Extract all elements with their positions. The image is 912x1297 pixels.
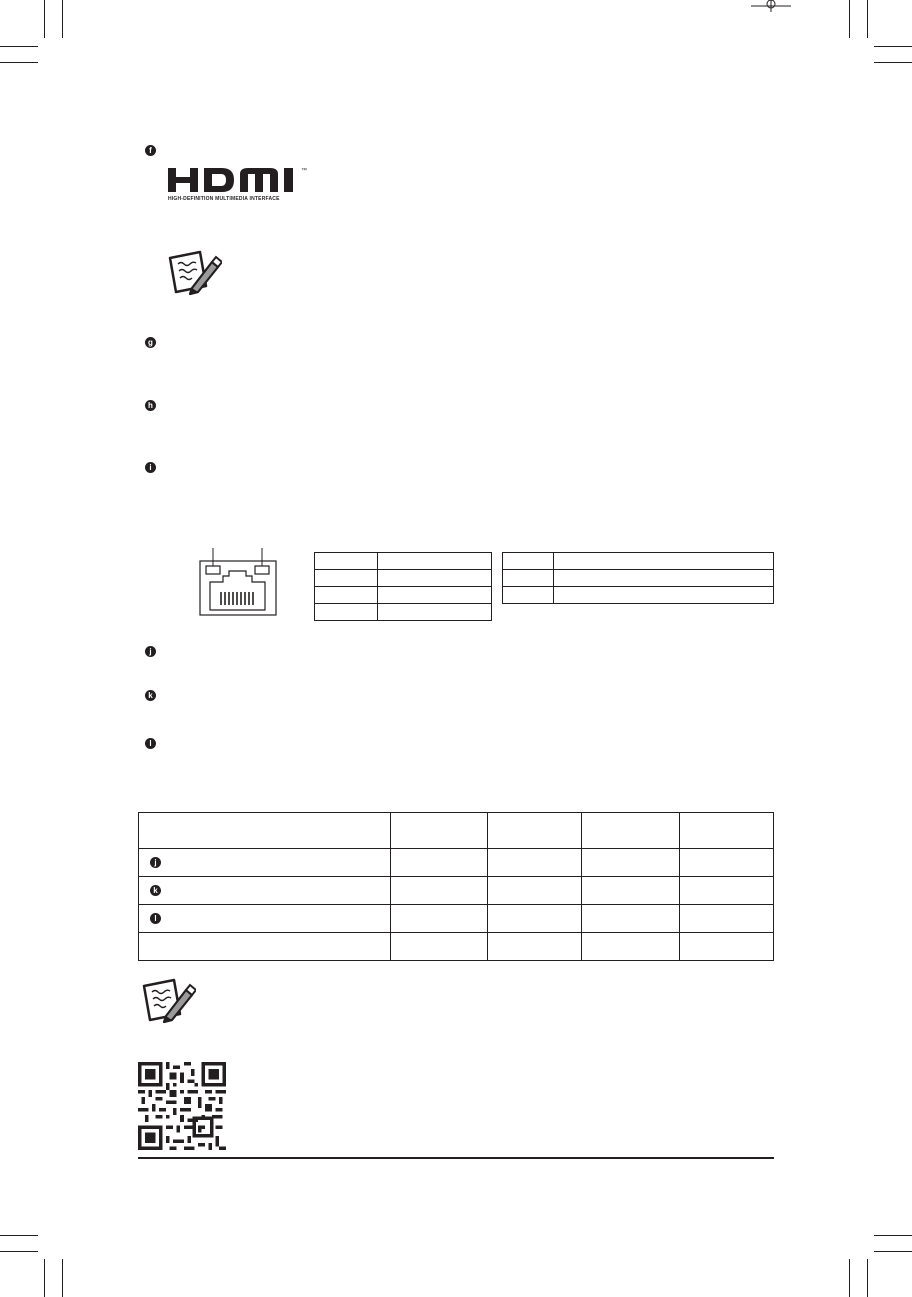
crop-mark	[867, 1259, 868, 1297]
table-bullet-k: k	[150, 885, 161, 896]
qr-code-icon[interactable]	[138, 1062, 226, 1150]
crop-mark	[874, 62, 912, 63]
audio-config-table	[138, 812, 774, 961]
table-bullet-j: j	[150, 857, 161, 868]
hdmi-tagline: HIGH-DEFINITION MULTIMEDIA INTERFACE	[168, 196, 280, 202]
crop-mark	[874, 46, 912, 47]
table-row	[315, 553, 492, 570]
bullet-l: l	[145, 738, 156, 749]
crop-mark	[849, 0, 850, 38]
table-row	[139, 905, 774, 933]
note-pencil-icon	[166, 248, 222, 296]
table-row	[503, 587, 774, 604]
crop-mark	[44, 0, 45, 38]
crop-mark	[62, 1259, 63, 1297]
table-bullet-l: l	[150, 913, 161, 924]
table-row	[315, 604, 492, 621]
crop-mark	[849, 1259, 850, 1297]
led-table-left	[314, 552, 492, 621]
hdmi-logo	[168, 168, 313, 204]
table-row	[503, 570, 774, 587]
registration-mark-icon	[751, 0, 791, 12]
hdmi-wordmark-icon	[168, 168, 300, 192]
bullet-k: k	[145, 690, 156, 701]
table-row	[139, 877, 774, 905]
lan-port-diagram	[198, 548, 278, 616]
hdmi-trademark: ™	[301, 168, 307, 174]
bullet-h: h	[145, 400, 156, 411]
crop-mark	[867, 0, 868, 38]
table-row	[139, 813, 774, 849]
crop-mark	[0, 1251, 38, 1252]
table-row	[139, 849, 774, 877]
crop-mark	[0, 1235, 38, 1236]
led-table-right	[502, 552, 774, 604]
crop-mark	[874, 1235, 912, 1236]
crop-mark	[44, 1259, 45, 1297]
bullet-i: i	[145, 462, 156, 473]
bullet-g: g	[145, 337, 156, 348]
crop-mark	[874, 1251, 912, 1252]
table-row	[315, 570, 492, 587]
note-pencil-icon	[140, 976, 196, 1024]
footer-rule	[138, 1157, 774, 1159]
crop-mark	[0, 46, 38, 47]
table-row	[315, 587, 492, 604]
bullet-f: f	[145, 145, 156, 156]
table-row	[139, 933, 774, 961]
bullet-j: j	[145, 646, 156, 657]
crop-mark	[62, 0, 63, 38]
table-row	[503, 553, 774, 570]
crop-mark	[0, 62, 38, 63]
